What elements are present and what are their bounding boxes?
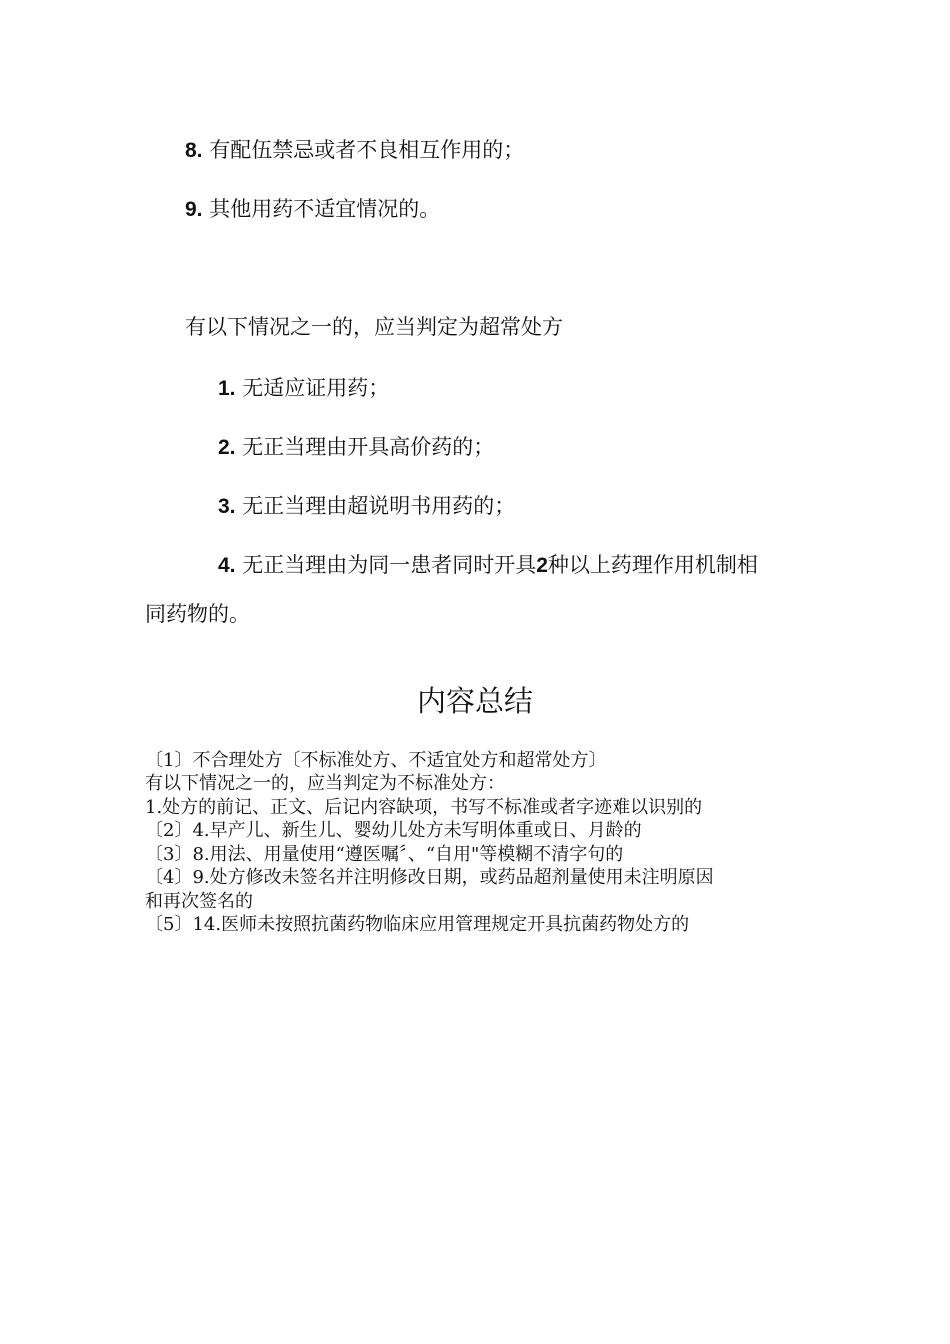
item-number: 8. xyxy=(185,139,203,162)
item-text: 无正当理由超说明书用药的； xyxy=(242,494,516,518)
section-heading: 有以下情况之一的，应当判定为超常处方 xyxy=(185,315,563,339)
item-number: 4. xyxy=(218,554,236,577)
summary-line: 〔3〕8.用法、用量使用“遵医嘱〞、“自用"等模糊不清字句的 xyxy=(145,844,624,865)
summary-line: 有以下情况之一的，应当判定为不标准处方： xyxy=(145,773,505,794)
summary-line: 〔4〕9.处方修改未签名并注明修改日期，或药品超剂量使用未注明原因 xyxy=(145,867,714,888)
list-item xyxy=(218,373,389,404)
list-item xyxy=(185,194,440,225)
item-text: 种以上药理作用机制相 xyxy=(547,553,758,577)
item-count: 2 xyxy=(536,554,548,577)
summary-line: 〔2〕4.早产儿、新生儿、婴幼儿处方未写明体重或日、月龄的 xyxy=(145,820,642,841)
list-item xyxy=(218,550,758,581)
list-item xyxy=(218,491,515,522)
item-number: 9. xyxy=(185,198,203,221)
summary-line: 〔1〕不合理处方〔不标准处方、不适宜处方和超常处方〕 xyxy=(145,750,607,771)
list-item-continuation: 同药物的。 xyxy=(145,602,250,626)
summary-line: 〔5〕14.医师未按照抗菌药物临床应用管理规定开具抗菌药物处方的 xyxy=(145,914,690,935)
item-text: 无适应证用药； xyxy=(242,376,390,400)
item-text: 其他用药不适宜情况的。 xyxy=(209,197,441,221)
item-number: 2. xyxy=(218,436,236,459)
summary-title: 内容总结 xyxy=(416,684,533,718)
list-item xyxy=(185,135,524,166)
item-number: 3. xyxy=(218,495,236,518)
item-number: 1. xyxy=(218,377,236,400)
summary-line: 1.处方的前记、正文、后记内容缺项，书写不标准或者字迹难以识别的 xyxy=(145,797,703,818)
item-text: 无正当理由为同一患者同时开具 xyxy=(242,553,537,577)
list-item xyxy=(218,432,494,463)
item-text: 有配伍禁忌或者不良相互作用的； xyxy=(209,138,525,162)
summary-line: 和再次签名的 xyxy=(145,891,253,912)
item-text: 无正当理由开具高价药的； xyxy=(242,435,495,459)
